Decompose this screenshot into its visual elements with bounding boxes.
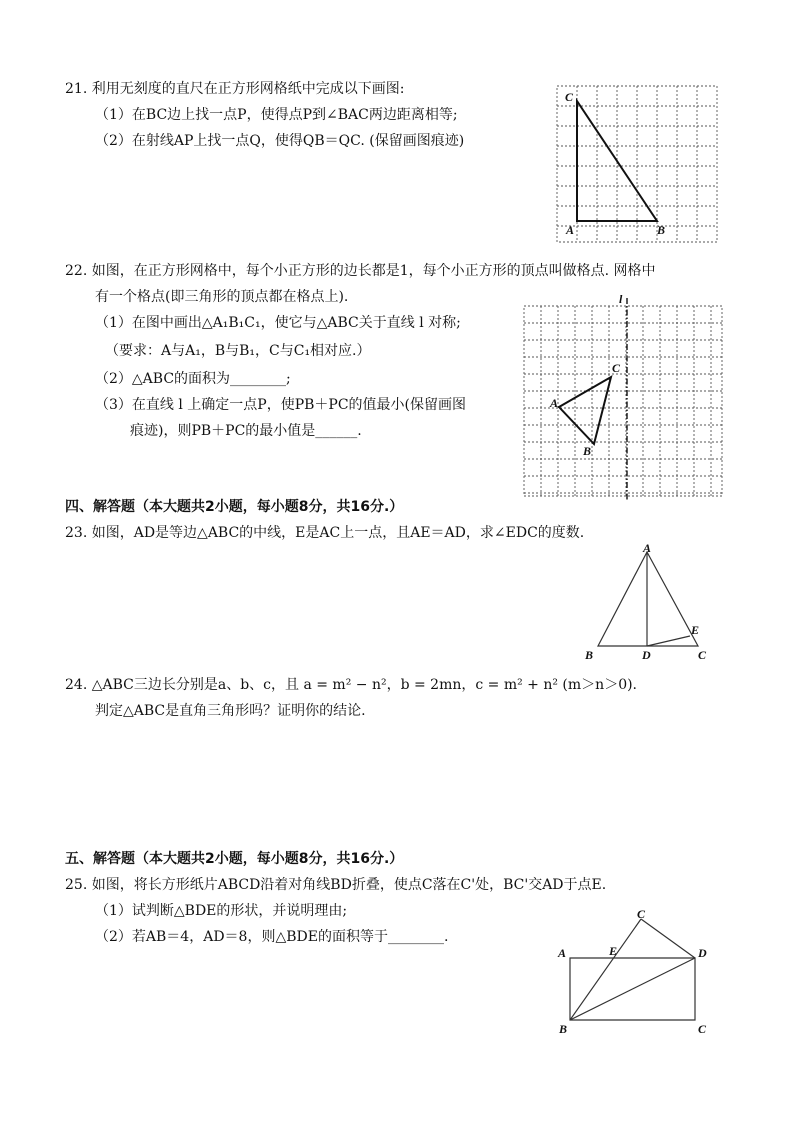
q21-label-b: B (657, 223, 666, 237)
q25-label-d: D (698, 946, 707, 960)
q22-grid-figure (524, 292, 724, 500)
q22-item-2: （2）△ABC的面积为________; (95, 371, 291, 387)
section-5-heading: 五、解答题（本大题共2小题，每小题8分，共16分.） (65, 851, 404, 867)
q22-line-1: 22. 如图，在正方形网格中，每个小正方形的边长都是1，每个小正方形的顶点叫做格点. 网格中 (65, 263, 656, 279)
q24-line-2: 判定△ABC是直角三角形吗？证明你的结论. (95, 703, 366, 719)
q24-line-1: 24. △ABC三边长分别是a、b、c，且 a = m² − n²，b = 2mn，c = m² + n² (m＞n＞0). (65, 677, 638, 693)
q25-figure (555, 905, 720, 1040)
q23-label-a: A (643, 541, 652, 555)
q23-label-e: E (691, 623, 700, 637)
q25-label-c: C (698, 1022, 707, 1036)
q22-item-3a: （3）在直线 l 上确定一点P，使PB＋PC的值最小(保留画图 (95, 397, 467, 413)
q22-label-c: C (612, 361, 621, 375)
q23-label-b: B (585, 648, 594, 662)
q21-label-a: A (566, 223, 575, 237)
q25-label-b: B (559, 1022, 568, 1036)
q25-item-1: （1）试判断△BDE的形状，并说明理由; (95, 903, 348, 919)
q23-figure (580, 540, 720, 665)
q22-label-a: A (550, 396, 559, 410)
q21-label-c: C (565, 90, 574, 104)
q25-item-2: （2）若AB＝4，AD＝8，则△BDE的面积等于________. (95, 929, 449, 945)
q21-item-2: （2）在射线AP上找一点Q，使得QB＝QC. (保留画图痕迹) (95, 133, 465, 149)
section-4-heading: 四、解答题（本大题共2小题，每小题8分，共16分.） (65, 499, 404, 515)
q21-item-1: （1）在BC边上找一点P，使得点P到∠BAC两边距离相等; (95, 107, 458, 123)
q22-item-1-note: （要求：A与A₁，B与B₁，C与C₁相对应.） (105, 343, 371, 359)
q22-item-3b: 痕迹)，则PB＋PC的最小值是______. (130, 423, 362, 439)
q23-text: 23. 如图，AD是等边△ABC的中线，E是AC上一点，且AE＝AD，求∠EDC的度数. (65, 525, 585, 541)
q22-item-1: （1）在图中画出△A₁B₁C₁，使它与△ABC关于直线 l 对称; (95, 315, 461, 331)
q25-text: 25. 如图，将长方形纸片ABCD沿着对角线BD折叠，使点C落在C'处，BC'交AD于点E. (65, 877, 607, 893)
q22-label-b: B (583, 444, 592, 458)
q21-title: 21. 利用无刻度的直尺在正方形网格纸中完成以下画图: (65, 81, 405, 97)
q25-label-c-prime: C (637, 907, 646, 921)
q21-grid-figure (557, 86, 717, 242)
q23-label-d: D (642, 648, 651, 662)
q25-label-a: A (558, 946, 567, 960)
q22-label-l: l (619, 292, 623, 306)
q23-label-c: C (698, 648, 707, 662)
q22-line-2: 有一个格点(即三角形的顶点都在格点上). (95, 289, 349, 305)
q25-label-e: E (609, 944, 618, 958)
